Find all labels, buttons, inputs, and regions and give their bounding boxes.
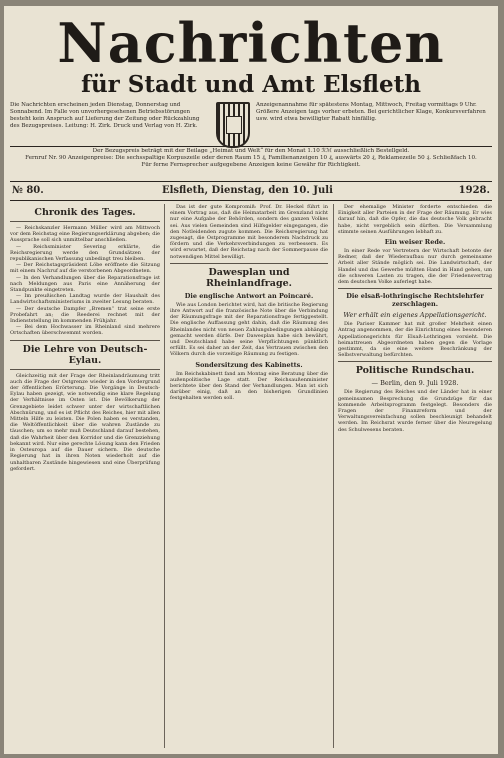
chronicle-item: — Der Reichstagspräsident Löbe eröffnete die Sitzung mit einem Nachruf auf die verstorbenen Abgeordneten. [10, 262, 160, 275]
article-heading: Die Lehre von Deutsch-Eylau. [22, 343, 148, 366]
divider [170, 263, 328, 264]
divider [338, 288, 492, 289]
price-strip [10, 148, 492, 169]
price-line-1: Der Bezugspreis beträgt mit der Beilage „Heimat und Welt“ für den Monat 1.10 ℛℳ ausschließlich Bestellgeld. [92, 148, 410, 154]
column-rule [333, 204, 334, 748]
chronicle-item: — Der deutsche Dampfer „Bremen“ trat seine erste Probefahrt an; die Reederei rechnet mit der Indienststellung im kommenden Frühjahr. [10, 305, 160, 325]
article-subheading: Wer erhält ein eigenes Appellationsgericht. [343, 311, 487, 320]
issue-line [12, 184, 490, 198]
article-text: Gleichzeitig mit der Frage der Rheinlandräumung tritt auch die Frage der Ostgrenze wieder in den Vordergrund der öffentlichen Erörterung. Die Vorgänge in Deutsch-Eylau haben gezeigt, wie notwendig eine klare Regelung der Verhältnisse im Osten ist. Die Bevölkerung der Grenzgebiete leidet schwer unter der wirtschaftlichen Abschnürung, und es ist Pflicht des Reiches, hier mit allen Mitteln Hilfe zu leisten. Die Polen haben es verstanden, die Weltöffentlichkeit über die wahren Zustände zu täuschen; um so mehr muß Deutschland darauf bestehen, daß die Wahrheit über den Korridor und die Grenzziehung bekannt wird. Nur eine gerechte Lösung kann den Frieden in Osteuropa auf die Dauer sichern. Die deutsche Regierung hat in ihren Noten wiederholt auf die unhaltbaren Zustände hingewiesen und eine Überprüfung gefordert. [10, 372, 160, 472]
article-text: In einer Rede vor Vertretern der Wirtschaft betonte der Redner, daß der Wiederaufbau nur durch gemeinsame Arbeit aller Stände möglich sei. Die Landwirtschaft, der Handel und das Gewerbe müßten Hand in Hand gehen, um die schweren Lasten zu tragen, die der Friedensvertrag dem deutschen Volke auferlegt habe. [338, 248, 492, 286]
article-text: Die Regierung des Reiches und der Länder hat in einer gemeinsamen Besprechung die Grundzüge für das kommende Arbeitsprogramm festgelegt. Besonders die Fragen der Finanzreform und der Verwaltungsvereinfachung sollen beschleunigt behandelt werden. Im Reichsrat wurde ferner über die Neuregelung des Schulwesens beraten. [338, 389, 492, 433]
article-subheading: Ein weiser Rede. [384, 238, 446, 247]
column-2 [170, 204, 328, 748]
article-text: Wie aus London berichtet wird, hat die britische Regierung ihre Antwort auf die französische Note über die Verbindung der Räumungsfrage mit der Reparationsfrage fertiggestellt. Die englische Auffassung geht dahin, daß die Räumung des Rheinlandes nicht von neuen Zahlungsbedingungen abhängig gemacht werden dürfe. Der Dawesplan habe sich bewährt, und Deutschland habe seine Verpflichtungen pünktlich erfüllt. Es sei daher an der Zeit, das Vertrauen zwischen den Völkern durch die vorzeitige Räumung zu festigen. [170, 301, 328, 358]
chronicle-item: — In den Verhandlungen über die Reparationsfrage ist nach Meldungen aus Paris eine Annäherung der Standpunkte eingetreten. [10, 274, 160, 294]
article-subheading: Sondersitzung des Kabinetts. [195, 360, 303, 369]
article-text: Im Reichskabinett fand am Montag eine Beratung über die außenpolitische Lage statt. Der Reichsaußenminister berichtete über den Stand der Verhandlungen. Man ist sich darüber einig, daß an den bisherigen Grundlinien festgehalten werden soll. [170, 370, 328, 402]
advertising-info: Anzeigenannahme für spätestens Montag, Mittwoch, Freitag vormittags 9 Uhr. Größere Anzeigen tags vorher erbeten. Bei gerichtlicher Klage, Konkursverfahren usw. wird etwa bewilligter Rabatt hinfällig. [256, 102, 486, 122]
dateline: — Berlin, den 9. Juli 1928. [371, 379, 459, 388]
column-1 [10, 204, 160, 748]
article-heading: Die elsaß-lothringische Rechtslehrfer zerschlagen. [346, 292, 484, 309]
article-text: Die Pariser Kammer hat mit großer Mehrheit einen Antrag angenommen, der die Einrichtung eines besonderen Appellationsgerichts für Elsaß-Lothringen vorsieht. Die heimattreuen Abgeordneten haben gegen die Vorlage gestimmt, da sie eine weitere Beschränkung der Selbstverwaltung befürchten. [338, 321, 492, 359]
divider [10, 146, 492, 147]
chronicle-item: — Im preußischen Landtag wurde der Haushalt des Landwirtschaftsministeriums in zweiter Lesung beraten. [10, 293, 160, 306]
chronicle-item: — Bei dem Hochwasser im Rheinland sind mehrere Ortschaften überschwemmt worden. [10, 324, 160, 337]
publication-info: Die Nachrichten erscheinen jeden Dienstag, Donnerstag und Sonnabend. Im Falle von unvorhergesehenen Betriebsstörungen besteht kein Anspruch auf Lieferung der Zeitung oder Rückzahlung des Bezugspreises. Leitung: H. Zirk. Druck und Verlag von H. Zirk. [10, 102, 200, 129]
issue-number: № 80. [12, 185, 44, 196]
article-heading: Dawesplan und Rheinlandfrage. [206, 266, 292, 289]
masthead-subtitle: für Stadt und Amt Elsfleth [81, 71, 421, 98]
article-text: Das ist der gute Kompromiß: Prof. Dr. Heckel führt in einem Vortrag aus, daß die Heimatarbeit im Grenzland nicht nur eine Aufgabe der Behörden, sondern des ganzen Volkes sei. Aus vielen Gemeinden sind Hilfsgelder eingegangen, die den Notleidenden zugute kommen. Die Reichsregierung hat zugesagt, die Ostprogramme mit besonderem Nachdruck zu fördern und die Verkehrsverbindungen zu verbessern. Es wird erwartet, daß der Reichstag nach der Sommerpause die notwendigen Mittel bewilligt. [170, 204, 328, 260]
coat-of-arms-icon [216, 102, 250, 148]
divider [10, 181, 492, 182]
newspaper-page [4, 6, 498, 754]
divider [10, 369, 160, 370]
article-heading: Politische Rundschau. [355, 365, 475, 377]
divider [10, 200, 492, 201]
column-rule [164, 204, 165, 748]
chronicle-item: — Reichsminister Severing erklärte, die Reichsregierung werde den Grundsätzen der republikanischen Verfassung unbedingt treu bleiben. [10, 243, 160, 263]
chronicle-heading: Chronik des Tages. [34, 207, 136, 218]
divider [10, 221, 160, 222]
issue-place-date: Elsfleth, Dienstag, den 10. Juli [162, 185, 333, 196]
masthead-title: Nachrichten [57, 11, 445, 75]
divider [338, 361, 492, 362]
article-subheading: Die englische Antwort an Poincaré. [184, 291, 314, 300]
article-text: Der ehemalige Minister forderte entschieden die Einigkeit aller Parteien in der Frage der Räumung. Er wies darauf hin, daß die Opfer, die das deutsche Volk gebracht habe, nicht vergeblich sein dürften. Die Versammlung stimmte seinen Ausführungen lebhaft zu. [338, 204, 492, 235]
divider [10, 340, 160, 341]
issue-year: 1928. [458, 185, 490, 196]
price-line-3: Für ferne Fernsprecher aufgegebene Anzeigen keine Gewähr für Richtigkeit. [141, 162, 361, 168]
chronicle-item: — Reichskanzler Hermann Müller wird am Mittwoch vor dem Reichstag eine Regierungserklärung abgeben; die Aussprache soll sich unmittelbar anschließen. [10, 225, 160, 244]
column-3 [338, 204, 492, 748]
price-line-2: Fernruf Nr. 90 Anzeigenpreise: Die sechsspaltige Korpuszeile oder deren Raum 15 ₰, Familienanzeigen 10 ₰, auswärts 20 ₰, Reklamezeile 50 ₰. Schließfach 10. [25, 155, 477, 161]
